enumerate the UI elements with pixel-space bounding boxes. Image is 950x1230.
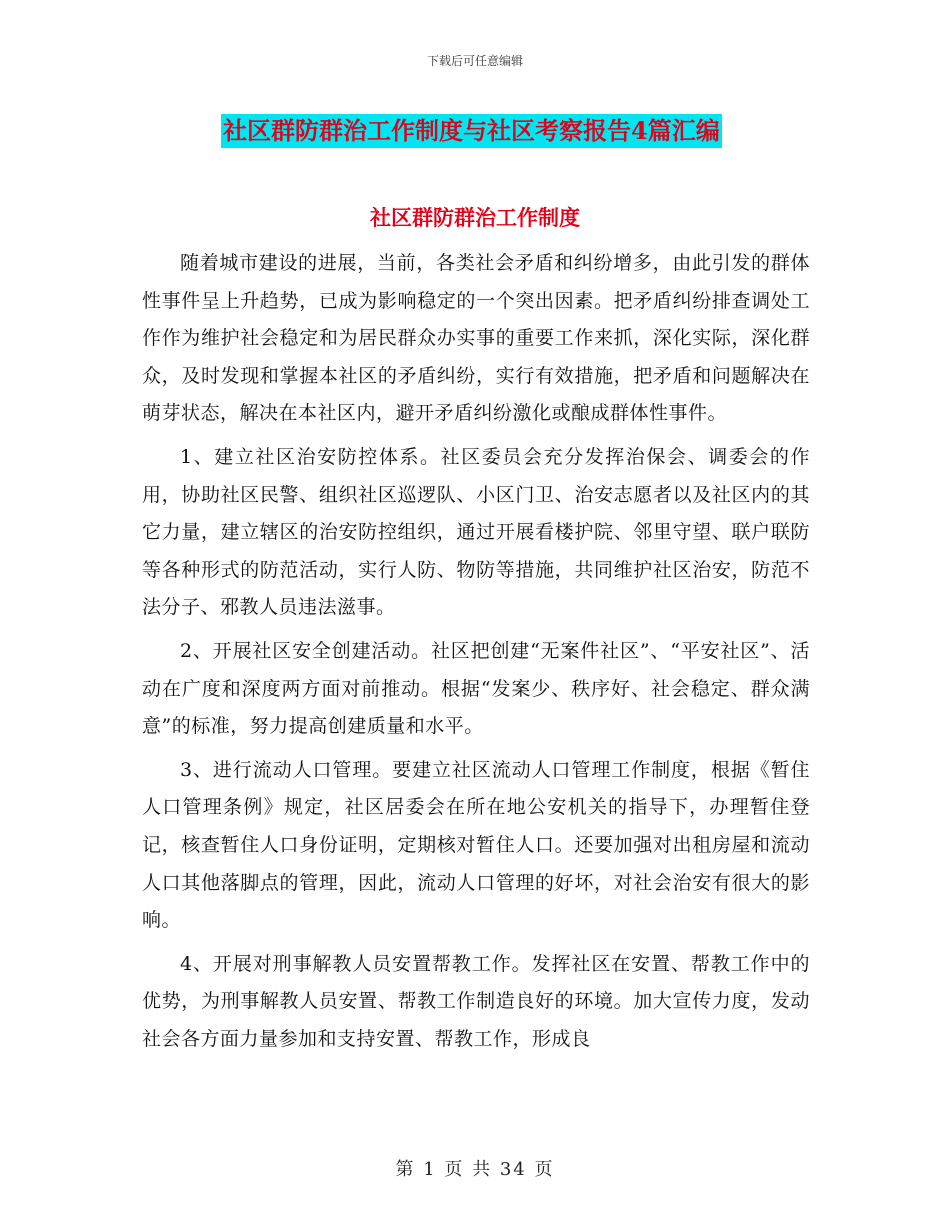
section-title: 社区群防群治工作制度	[370, 205, 580, 230]
document-title: 社区群防群治工作制度与社区考察报告4篇汇编	[221, 114, 722, 148]
header-note: 下载后可任意编辑	[426, 54, 523, 68]
paragraph-item-4: 4、开展对刑事解教人员安置帮教工作。发挥社区在安置、帮教工作中的优势，为刑事解教人员安置、帮教工作制造良好的环境。加大宣传力度，发动社会各方面力量参加和支持安置、帮教工作，形成良	[142, 952, 810, 1050]
paragraph-item-3: 3、进行流动人口管理。要建立社区流动人口管理工作制度，根据《暂住人口管理条例》规定，社区居委会在所在地公安机关的指导下，办理暂住登记，核查暂住人口身份证明，定期核对暂住人口。还要加强对出租房屋和流动人口其他落脚点的管理，因此，流动人口管理的好坏，对社会治安有很大的影响。	[142, 758, 810, 932]
paragraph-intro: 随着城市建设的进展，当前，各类社会矛盾和纠纷增多，由此引发的群体性事件呈上升趋势，已成为影响稳定的一个突出因素。把矛盾纠纷排查调处工作作为维护社会稳定和为居民群众办实事的重要工作来抓，深化实际，深化群众，及时发现和掌握本社区的矛盾纠纷，实行有效措施，把矛盾和问题解决在萌芽状态，解决在本社区内，避开矛盾纠纷激化或酿成群体性事件。	[142, 252, 810, 425]
paragraph-item-1: 1、建立社区治安防控体系。社区委员会充分发挥治保会、调委会的作用，协助社区民警、组织社区巡逻队、小区门卫、治安志愿者以及社区内的其它力量，建立辖区的治安防控组织，通过开展看楼护院、邻里守望、联户联防等各种形式的防范活动，实行人防、物防等措施，共同维护社区治安，防范不法分子、邪教人员违法滋事。	[142, 445, 810, 619]
page-number-footer: 第 1 页 共 34 页	[395, 1159, 555, 1180]
document-body	[142, 245, 810, 1058]
paragraph-item-2: 2、开展社区安全创建活动。社区把创建“无案件社区”、“平安社区”、活动在广度和深度两方面对前推动。根据“发案少、秩序好、社会稳定、群众满意”的标准，努力提高创建质量和水平。	[142, 639, 810, 738]
